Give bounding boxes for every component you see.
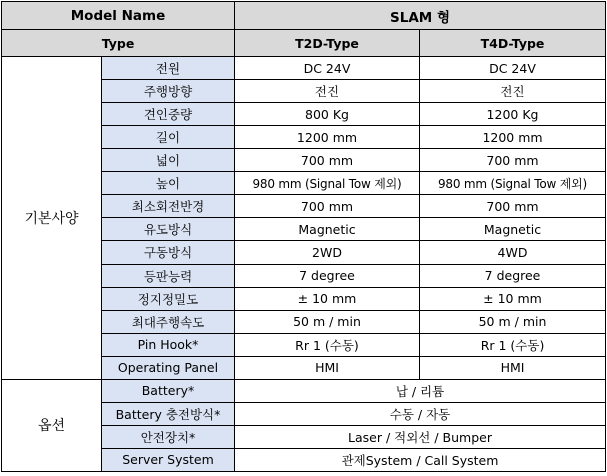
value-b: 1200 mm [420, 126, 606, 149]
row-label: 길이 [102, 126, 235, 149]
value-b: 980 mm (Signal Tow 제외) [420, 172, 606, 195]
value-a: 2WD [235, 241, 420, 264]
value-b: HMI [420, 356, 606, 379]
table-row [2, 57, 606, 80]
value-b: 7 degree [420, 264, 606, 287]
type-b: T4D-Type [420, 30, 606, 57]
option-value: Laser / 적외선 / Bumper [235, 425, 606, 448]
row-label: 안전장치* [102, 425, 235, 448]
value-a: DC 24V [235, 57, 420, 80]
type-a: T2D-Type [235, 30, 420, 57]
value-a: 7 degree [235, 264, 420, 287]
option-value: 수동 / 자동 [235, 402, 606, 425]
value-a: 700 mm [235, 195, 420, 218]
row-label: 등판능력 [102, 264, 235, 287]
option-value: 관제System / Call System [235, 448, 606, 471]
row-label: 정지정밀도 [102, 287, 235, 310]
row-label: Battery 충전방식* [102, 402, 235, 425]
value-b: DC 24V [420, 57, 606, 80]
row-label: 최대주행속도 [102, 310, 235, 333]
row-label: 최소회전반경 [102, 195, 235, 218]
value-a: Magnetic [235, 218, 420, 241]
model-value: SLAM 형 [235, 2, 606, 30]
spec-table [1, 1, 606, 472]
row-label: 유도방식 [102, 218, 235, 241]
value-a: 980 mm (Signal Tow 제외) [235, 172, 420, 195]
value-b: 50 m / min [420, 310, 606, 333]
value-b: 700 mm [420, 195, 606, 218]
row-label: 높이 [102, 172, 235, 195]
value-b: Rr 1 (수동) [420, 333, 606, 356]
value-b: 4WD [420, 241, 606, 264]
row-label: 넓이 [102, 149, 235, 172]
row-label: Server System [102, 448, 235, 471]
row-label: 견인중량 [102, 103, 235, 126]
row-label: Pin Hook* [102, 333, 235, 356]
table-row [2, 379, 606, 402]
value-b: 전진 [420, 80, 606, 103]
type-label: Type [2, 30, 235, 57]
value-a: 700 mm [235, 149, 420, 172]
value-a: 50 m / min [235, 310, 420, 333]
value-a: 1200 mm [235, 126, 420, 149]
options-category: 옵션 [2, 379, 102, 471]
row-label: Operating Panel [102, 356, 235, 379]
row-label: Battery* [102, 379, 235, 402]
option-value: 납 / 리튬 [235, 379, 606, 402]
row-label: 전원 [102, 57, 235, 80]
value-a: 전진 [235, 80, 420, 103]
value-b: ± 10 mm [420, 287, 606, 310]
value-a: 800 Kg [235, 103, 420, 126]
model-name-row [2, 2, 606, 30]
value-b: Magnetic [420, 218, 606, 241]
value-b: 1200 Kg [420, 103, 606, 126]
row-label: 주행방향 [102, 80, 235, 103]
basic-spec-category: 기본사양 [2, 57, 102, 380]
row-label: 구동방식 [102, 241, 235, 264]
value-a: HMI [235, 356, 420, 379]
model-name-label: Model Name [2, 2, 235, 30]
value-b: 700 mm [420, 149, 606, 172]
value-a: Rr 1 (수동) [235, 333, 420, 356]
value-a: ± 10 mm [235, 287, 420, 310]
type-row [2, 30, 606, 57]
